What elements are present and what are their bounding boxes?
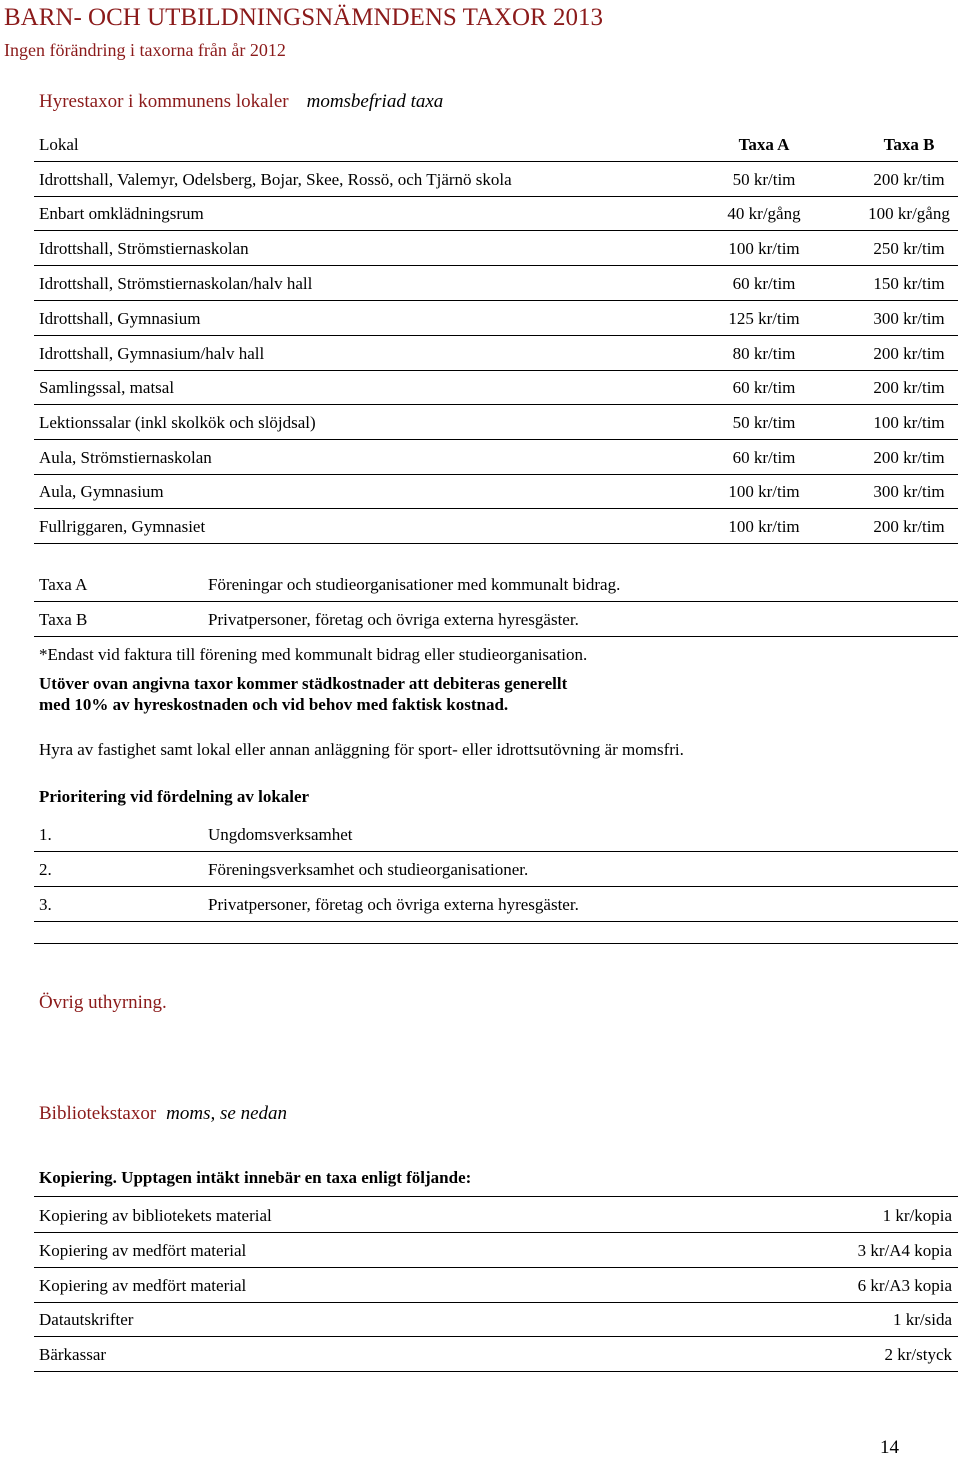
- row-label: Idrottshall, Strömstiernaskolan/halv hall: [39, 274, 313, 293]
- table-row: [34, 474, 958, 509]
- page-number: 14: [880, 1437, 899, 1458]
- row-taxa-a: 100 kr/tim: [728, 239, 800, 258]
- priority-num: 1.: [39, 825, 52, 844]
- row-value: 1 kr/sida: [892, 1310, 952, 1329]
- divider: [34, 886, 958, 887]
- rent-heading-text: Hyrestaxor i kommunens lokaler: [39, 91, 289, 112]
- divider: [34, 943, 958, 944]
- row-value: 2 kr/styck: [884, 1345, 952, 1364]
- row-taxa-b: 100 kr/tim: [873, 413, 945, 432]
- row-label: Enbart omklädningsrum: [39, 204, 204, 223]
- legend-key: Taxa A: [39, 575, 88, 594]
- row-taxa-a: 50 kr/tim: [732, 170, 796, 189]
- legend-text: Privatpersoner, företag och övriga externa hyresgäster.: [208, 610, 579, 629]
- row-label: Idrottshall, Valemyr, Odelsberg, Bojar, Skee, Rossö, och Tjärnö skola: [39, 170, 512, 189]
- row-value: 1 kr/kopia: [882, 1206, 952, 1225]
- row-label: Idrottshall, Gymnasium/halv hall: [39, 344, 265, 363]
- row-taxa-a: 100 kr/tim: [728, 517, 800, 536]
- table-row: [34, 301, 958, 336]
- priority-text: Ungdomsverksamhet: [208, 825, 353, 844]
- row-taxa-b: 200 kr/tim: [873, 344, 945, 363]
- table-row: [34, 266, 958, 301]
- table-row: [34, 509, 958, 544]
- row-taxa-b: 300 kr/tim: [873, 482, 945, 501]
- table-row: [34, 1268, 958, 1303]
- table-row: [34, 336, 958, 371]
- library-heading-text: Bibliotekstaxor: [39, 1103, 157, 1124]
- row-taxa-b: 250 kr/tim: [873, 239, 945, 258]
- priority-heading: Prioritering vid fördelning av lokaler: [39, 787, 310, 806]
- row-taxa-b: 200 kr/tim: [873, 448, 945, 467]
- priority-text: Föreningsverksamhet och studieorganisationer.: [208, 860, 529, 879]
- table-row: [34, 440, 958, 475]
- row-taxa-b: 200 kr/tim: [873, 378, 945, 397]
- row-label: Aula, Strömstiernaskolan: [39, 448, 212, 467]
- rent-heading: [39, 91, 443, 113]
- row-value: 6 kr/A3 kopia: [857, 1276, 952, 1295]
- row-taxa-a: 60 kr/tim: [732, 378, 796, 397]
- table-row: [34, 196, 958, 231]
- row-taxa-b: 100 kr/gång: [868, 204, 950, 223]
- row-value: 3 kr/A4 kopia: [857, 1241, 952, 1260]
- other-heading: Övrig uthyrning.: [39, 992, 167, 1013]
- row-label: Idrottshall, Gymnasium: [39, 309, 201, 328]
- row-taxa-a: 40 kr/gång: [727, 204, 801, 223]
- row-label: Samlingssal, matsal: [39, 378, 175, 397]
- row-label: Lektionssalar (inkl skolkök och slöjdsal): [39, 413, 316, 432]
- vat-note: Hyra av fastighet samt lokal eller annan anläggning för sport- eller idrottsutövning är momsfri.: [39, 740, 684, 759]
- legend-row-b: [34, 602, 958, 637]
- row-label: Bärkassar: [39, 1345, 107, 1364]
- row-taxa-a: 125 kr/tim: [728, 309, 800, 328]
- cleaning-note-line-1: Utöver ovan angivna taxor kommer städkostnader att debiteras generellt: [39, 674, 568, 693]
- legend-text: Föreningar och studieorganisationer med kommunalt bidrag.: [208, 575, 621, 594]
- row-taxa-b: 300 kr/tim: [873, 309, 945, 328]
- row-label: Kopiering av medfört material: [39, 1276, 247, 1295]
- row-taxa-b: 200 kr/tim: [873, 170, 945, 189]
- table-row: [34, 1198, 958, 1233]
- rent-heading-note: momsbefriad taxa: [306, 91, 444, 112]
- row-taxa-a: 50 kr/tim: [732, 413, 796, 432]
- table-row: [34, 162, 958, 197]
- row-label: Datautskrifter: [39, 1310, 134, 1329]
- page-subtitle: Ingen förändring i taxorna från år 2012: [4, 40, 286, 60]
- row-label: Idrottshall, Strömstiernaskolan: [39, 239, 249, 258]
- divider: [34, 851, 958, 852]
- row-label: Aula, Gymnasium: [39, 482, 164, 501]
- col-header-lokal: Lokal: [39, 135, 79, 154]
- row-taxa-a: 60 kr/tim: [732, 274, 796, 293]
- row-label: Fullriggaren, Gymnasiet: [39, 517, 206, 536]
- row-taxa-b: 150 kr/tim: [873, 274, 945, 293]
- priority-num: 2.: [39, 860, 52, 879]
- rent-table-header: [34, 127, 958, 162]
- table-row: [34, 370, 958, 405]
- row-taxa-a: 80 kr/tim: [732, 344, 796, 363]
- table-row: [34, 1302, 958, 1337]
- library-subheading: Kopiering. Upptagen intäkt innebär en taxa enligt följande:: [39, 1168, 472, 1187]
- divider: [34, 1196, 958, 1197]
- row-label: Kopiering av medfört material: [39, 1241, 247, 1260]
- divider: [34, 921, 958, 922]
- row-taxa-a: 60 kr/tim: [732, 448, 796, 467]
- table-row: [34, 1337, 958, 1372]
- footnote: *Endast vid faktura till förening med kommunalt bidrag eller studieorganisation.: [39, 645, 588, 664]
- cleaning-note-line-2: med 10% av hyreskostnaden och vid behov med faktisk kostnad.: [39, 695, 509, 714]
- col-header-taxa-b: Taxa B: [883, 135, 935, 154]
- library-heading: [39, 1103, 287, 1125]
- legend-row-a: [34, 567, 958, 602]
- priority-num: 3.: [39, 895, 52, 914]
- row-taxa-b: 200 kr/tim: [873, 517, 945, 536]
- legend-key: Taxa B: [39, 610, 88, 629]
- row-label: Kopiering av bibliotekets material: [39, 1206, 272, 1225]
- row-taxa-a: 100 kr/tim: [728, 482, 800, 501]
- priority-text: Privatpersoner, företag och övriga externa hyresgäster.: [208, 895, 579, 914]
- table-row: [34, 231, 958, 266]
- library-heading-note: moms, se nedan: [166, 1103, 288, 1124]
- table-row: [34, 1233, 958, 1268]
- page-title: BARN- OCH UTBILDNINGSNÄMNDENS TAXOR 2013: [4, 4, 603, 31]
- table-row: [34, 405, 958, 440]
- col-header-taxa-a: Taxa A: [738, 135, 790, 154]
